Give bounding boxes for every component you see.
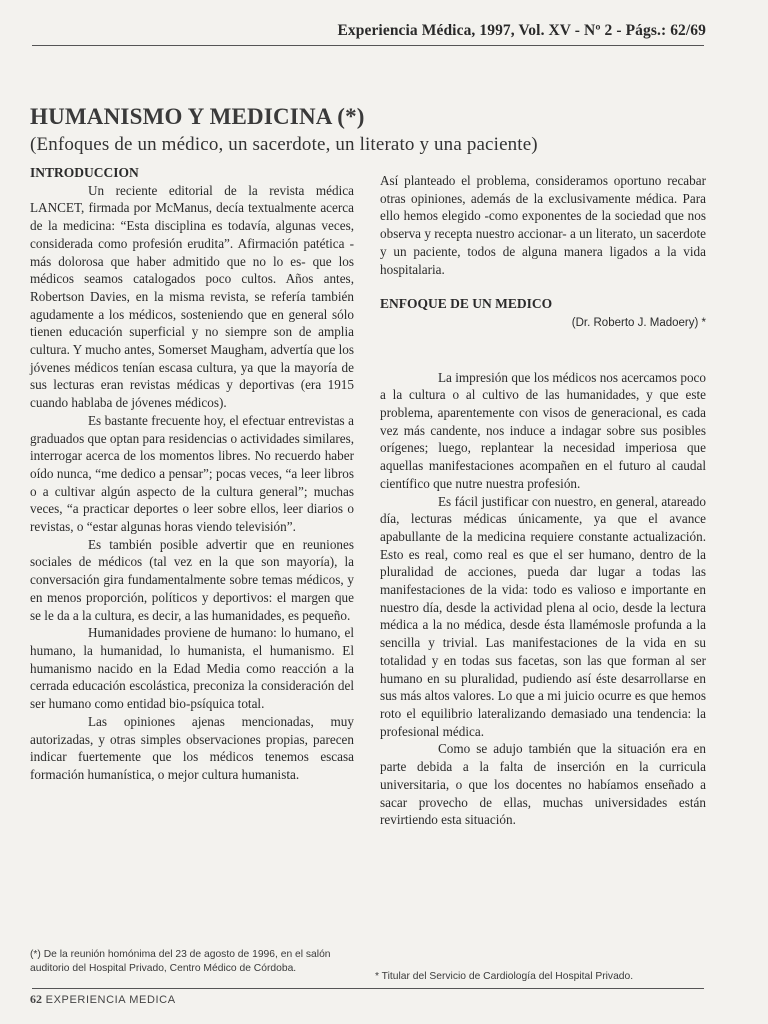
- journal-name: EXPERIENCIA MEDICA: [45, 994, 176, 1006]
- right-column: [380, 172, 706, 829]
- author-byline: (Dr. Roberto J. Madoery) *: [571, 316, 706, 329]
- running-head: Experiencia Médica, 1997, Vol. XV - Nº 2 - Págs.: 62/69: [337, 22, 706, 39]
- article-subtitle: (Enfoques de un médico, un sacerdote, un literato y una paciente): [30, 134, 538, 155]
- header-rule: [32, 45, 704, 46]
- paragraph: La impresión que los médicos nos acercamos poco a la cultura o al cultivo de las humanidades, y que este problema, aparentemente con visos de generacional, es cada vez más candente, nos induce a indagar sobre sus posibles orígenes; luego, replantear la necesidad imperiosa que aquellas manifestaciones acompañen en el futuro al caudal científico que nutre nuestra profesión.: [380, 369, 706, 491]
- page-number: 62: [30, 992, 42, 1006]
- article-title: HUMANISMO Y MEDICINA (*): [30, 104, 365, 129]
- paragraph: Es fácil justificar con nuestro, en general, atareado día, lecturas médicas únicamente, ya que el avance apabullante de la medicina requiere constante actualización. Esto es real, como real es que el ser humano, dentro de la pluralidad de acciones, pueda dar lugar a todas las manifestaciones de la vida: todo es valioso e importante en nuestro día, desde la actividad plena al ocio, desde la lectura médica a la no médica, desde ésta llamémosle profunda a la sencilla y trivial. Las manifestaciones de la vida en su totalidad y en todas sus facetas, son las que forman al ser humano en su pluralidad, pudiendo así éste desarrollarse en sus más altos valores. Lo que a mi juicio ocurre es que hemos roto el equilibrio lateralizando demasiado una tendencia: la profesional médica.: [380, 493, 706, 739]
- footer-rule: [32, 988, 704, 989]
- section-heading-enfoque-medico: ENFOQUE DE UN MEDICO: [380, 296, 553, 312]
- footnote-meeting: (*) De la reunión homónima del 23 de agosto de 1996, en el salón auditorio del Hospital Privado, Centro Médico de Córdoba.: [30, 949, 331, 974]
- paragraph: Así planteado el problema, consideramos oportuno recabar otras opiniones, además de la exclusivamente médica. Para ello hemos elegido -como exponentes de la sociedad que nos observa y recepta nuestro accionar- a un literato, un sacerdote y un paciente, todos de alguna manera ligados a la vida hospitalaria.: [380, 173, 706, 277]
- paragraph: Como se adujo también que la situación era en parte debida a la falta de inserción en la curricula universitaria, o que los docentes no habíamos enseñado a sacar provecho de ellas, muchas universidades están revirtiendo esta situación.: [380, 741, 706, 828]
- paragraph: Es bastante frecuente hoy, el efectuar entrevistas a graduados que optan para residencias o actividades similares, interrogar acerca de los momentos libres. No recuerdo haber oído nunca, “me dedico a pensar”; pocas veces, “a leer libros o a cultivar algún aspecto de la cultura general”; muchas veces, “a practicar deportes o leer sobre ellos, leer diarios o revistas, o “estar algunas horas viendo televisión”.: [30, 412, 354, 535]
- left-column: [30, 164, 354, 784]
- section-heading-introduccion: INTRODUCCION: [30, 165, 139, 180]
- page-folio: [30, 992, 176, 1007]
- paragraph: Humanidades proviene de humano: lo humano, el humano, la humanidad, lo humanista, el humanismo. El humanismo nacido en la Edad Media como reacción a la cerrada educación escolástica, preconiza la consideración del ser humano como entidad bio-psíquica total.: [30, 625, 354, 712]
- paragraph: Un reciente editorial de la revista médica LANCET, firmada por McManus, decía textualmente acerca de la medicina: “Esta disciplina es todavía, algunas veces, considerada como profesión erudita”. Afirmación patética -más dolorosa que haber admitido que no lo es- que los médicos seamos catalogados poco cultos. Años antes, Robertson Davies, en la misma revista, se refería también agudamente a los médicos, sosteniendo que en general sólo tienen educación superficial y no siempre son de amplia cultura. Y mucho antes, Somerset Maugham, advertía que los jóvenes médicos tenían escasa cultura, ya que la mayoría de sus lecturas eran revistas médicas y deportivas (era 1915 cuando hablaba de jóvenes médicos).: [30, 182, 354, 411]
- paragraph: Las opiniones ajenas mencionadas, muy autorizadas, y otras simples observaciones propias, parecen indicar fuertemente que los médicos tenemos escasa formación humanística, o mejor cultura humanista.: [30, 713, 354, 782]
- paragraph: Es también posible advertir que en reuniones sociales de médicos (tal vez en la que son mayoría), la conversación gira fundamentalmente sobre temas médicos, y en menos proporción, políticos y deportivos: el margen que se le da a la cultura, es decir, a las humanidades, es pequeño.: [30, 536, 354, 623]
- footnote-author: * Titular del Servicio de Cardiología del Hospital Privado.: [375, 971, 634, 982]
